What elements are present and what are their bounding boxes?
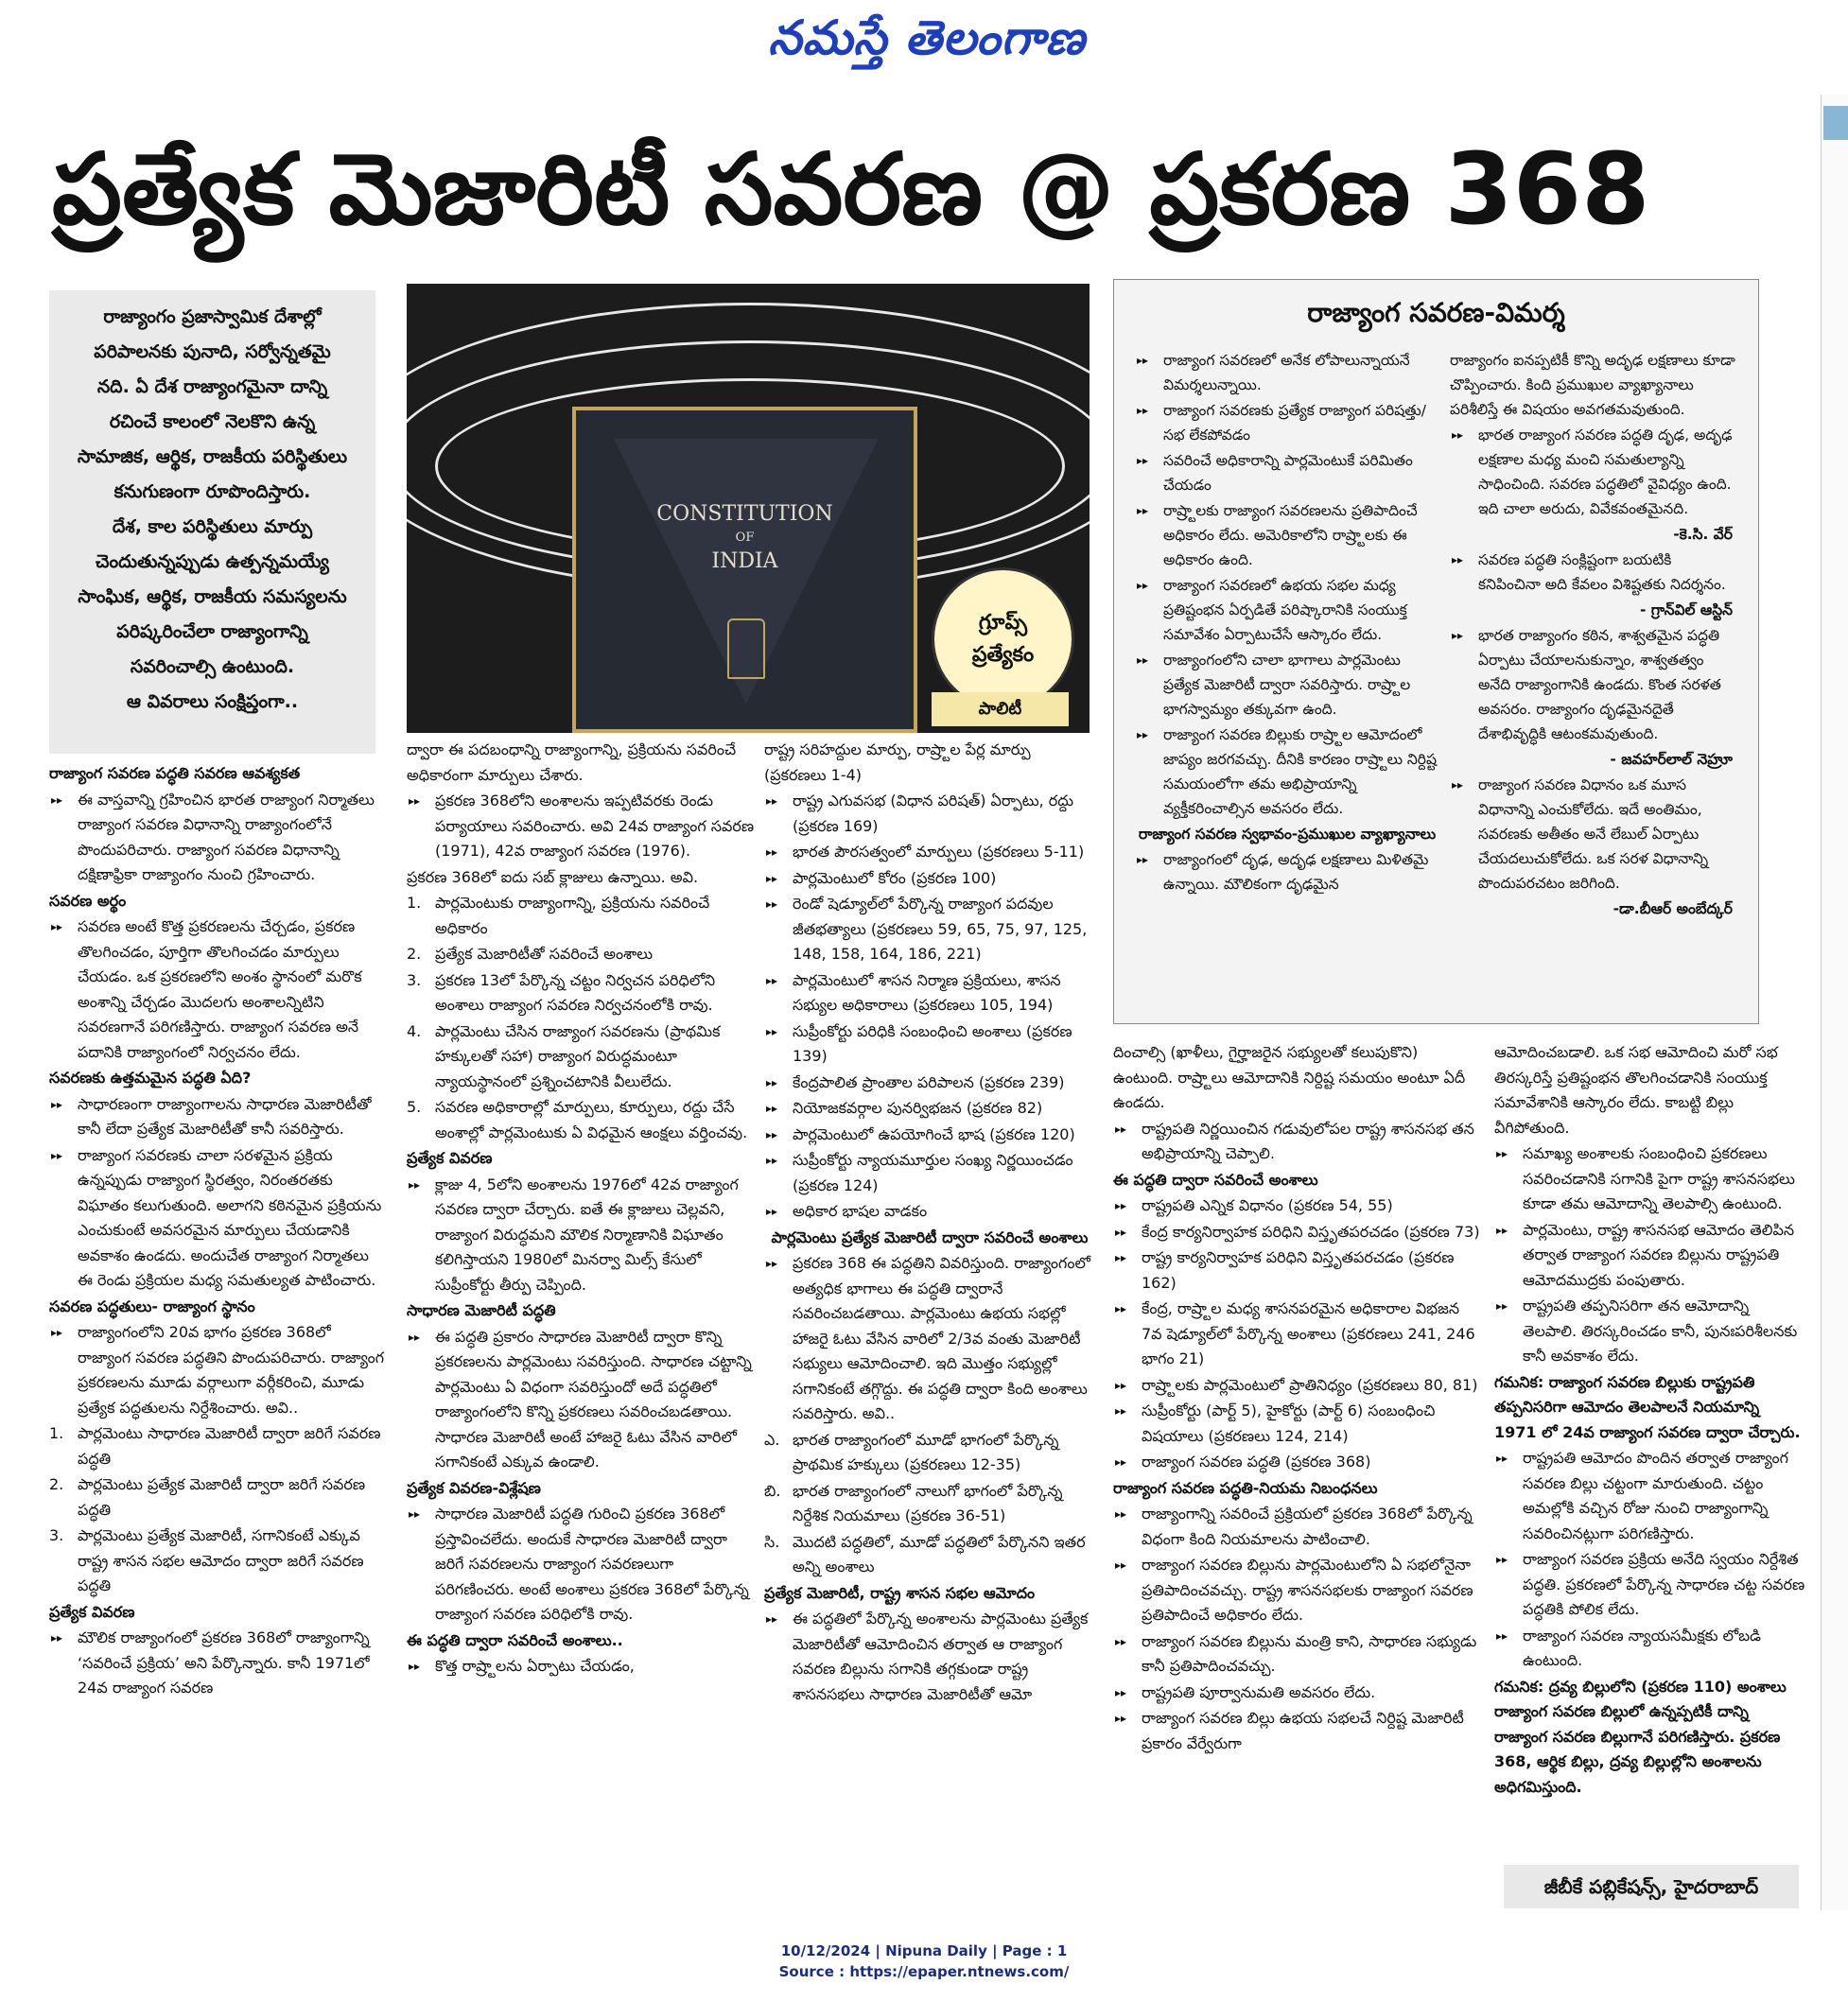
bullet-item: ▸▸ రాజ్యాంగాన్ని సవరించే ప్రక్రియలో ప్రకరణ 368లో పేర్కొన్న విధంగా కింది నియమాలను పాటించాలి.: [1113, 1502, 1482, 1552]
page-footer: [0, 1941, 1848, 1982]
criticism-col-left: [1135, 348, 1439, 897]
subheading: ఈ పద్ధతి ద్వారా సవరించే అంశాలు: [1113, 1170, 1318, 1189]
quote-attribution: - జవహర్‌లాల్ నెహ్రూ: [1610, 751, 1733, 768]
subheading: సవరణకు ఉత్తమమైన పద్ధతి ఏది?: [49, 1069, 252, 1087]
bullet-item: ▸▸ సుప్రీంకోర్టు (పార్ట్ 5), హైకోర్టు (పార్ట్ 6) సంబంధించి విషయాలు (ప్రకరణలు 124, 214): [1113, 1399, 1482, 1449]
bullet-item: ▸▸ మౌలిక రాజ్యాంగంలో ప్రకరణ 368లో రాజ్యాంగాన్ని ‘సవరించే ప్రక్రియ’ అని పేర్కొన్నారు. కానీ 1971లో 24వ రాజ్యాంగ సవరణ: [49, 1626, 385, 1701]
bullet-item: ▸▸ రాజ్యాంగ సవరణ బిల్లు ఉభయ సభలచే నిర్దిష్ట మెజారిటీ ప్రకారం వేర్వేరుగా: [1113, 1706, 1482, 1756]
bullet-item: ▸▸ సవరణ పద్ధతి సంక్లిష్టంగా బయటికి కనిపించినా అది కేవలం విశిష్టతకు నిదర్శనం.: [1450, 548, 1738, 597]
centered-subheading: రాజ్యాంగ సవరణ స్వభావం-ప్రముఖుల వ్యాఖ్యానాలు: [1138, 826, 1437, 843]
item-number: 2.: [49, 1475, 64, 1493]
item-number: 3.: [49, 1526, 64, 1544]
bullet-item: ▸▸ రాజ్యాంగ సవరణలో అనేక లోపాలున్నాయనే విమర్శలున్నాయి.: [1135, 348, 1439, 397]
badge-line: గ్రూప్స్: [978, 610, 1028, 635]
numbered-item: [407, 968, 757, 1018]
bullet-item: ▸▸ రాజ్యాంగ సవరణకు ప్రత్యేక రాజ్యాంగ పరిషత్తు/సభ లేకపోవడం: [1135, 398, 1439, 447]
footer-date-line: 10/12/2024 | Nipuna Daily | Page : 1: [780, 1942, 1068, 1959]
publisher-credit: జీబీకే పబ్లికేషన్స్, హైదరాబాద్: [1504, 1865, 1799, 1908]
intro-line: సవరించాల్సి ఉంటుంది.: [130, 656, 295, 677]
masthead: నమస్తే తెలంగాణ: [768, 9, 1086, 65]
item-text: ప్రకరణ 13లో పేర్కొన్న చట్టం నిర్వచన పరిధిలోని అంశాలు రాజ్యాంగ సవరణ నిర్వచనంలోకి రావు.: [435, 970, 716, 1014]
badge-line: ప్రత్యేకం: [971, 642, 1035, 667]
headline: ప్రత్యేక మెజారిటీ సవరణ @ ప్రకరణ 368: [52, 131, 1650, 247]
bullet-item: ▸▸ ఈ పద్ధతిలో పేర్కొన్న అంశాలను పార్లమెంటు ప్రత్యేక మెజారిటీతో ఆమోదించిన తర్వాత ఆ రాజ్యాంగ సవరణ బిల్లును సగానికి తగ్గకుండా రాష్ట్ర శాసనసభలు సాధారణ మెజారిటీతో ఆమో: [764, 1607, 1095, 1707]
item-text: భారత రాజ్యాంగంలో నాలుగో భాగంలో పేర్కొన్న నిర్దేశిక నియమాలు (ప్రకరణ 36-51): [793, 1481, 1063, 1524]
numbered-item: [49, 1421, 385, 1471]
bullet-item: ▸▸ రాజ్యాంగ సవరణ బిల్లును పార్లమెంటులోని ఏ సభలోనైనా ప్రతిపాదించవచ్చు. రాష్ట్ర శాసనసభలకు రాజ్యాంగ సవరణ ప్రతిపాదించే అధికారం లేదు.: [1113, 1553, 1482, 1628]
bullet-item: ▸▸ రాష్ట్రపతి ఎన్నిక విధానం (ప్రకరణ 54, 55): [1113, 1193, 1482, 1219]
numbered-item: [764, 1428, 1095, 1478]
intro-line: పరిపాలనకు పునాది, సర్వోన్నతమై: [94, 341, 331, 362]
article-column-1: [49, 761, 385, 1702]
bullet-item: ▸▸ నియోజకవర్గాల పునర్విభజన (ప్రకరణ 82): [764, 1096, 1095, 1122]
bullet-item: ▸▸ రాష్ట్ర ఎగువసభ (విధాన పరిషత్) ఏర్పాటు, రద్దు (ప్రకరణ 169): [764, 789, 1095, 839]
intro-line: పరిష్కరించేలా రాజ్యాంగాన్ని: [116, 621, 308, 642]
section-badge-label: పాలిటీ: [932, 692, 1069, 726]
item-text: సవరణ అధికారాల్లో మార్పులు, కూర్పులు, రద్దు చేసే అంశాల్లో పార్లమెంటుకు ఏ విధమైన ఆంక్షలు వర్తించవు.: [435, 1098, 748, 1141]
subheading: ఈ పద్ధతి ద్వారా సవరించే అంశాలు..: [407, 1630, 623, 1649]
bullet-item: ▸▸ రాజ్యాంగ సవరణ న్యాయసమీక్షకు లోబడి ఉంటుంది.: [1494, 1624, 1806, 1674]
bullet-item: ▸▸ ఈ పద్ధతి ప్రకారం సాధారణ మెజారిటీ ద్వారా కొన్ని ప్రకరణలను పార్లమెంటు సవరిస్తుంది. సాధారణ చట్టాన్ని పార్లమెంటు ఏ విధంగా సవరిస్తుందో అదే పద్ధతిలో రాజ్యాంగంలోని కొన్ని ప్రకరణలు సవరించబడతాయి. సాధారణ మెజారిటీ అంటే హాజరై ఓటు వేసిన వారిలో సగానికంటే ఎక్కువ ఉండాలి.: [407, 1325, 757, 1475]
numbered-item: [407, 891, 757, 941]
bullet-item: ▸▸ సమాఖ్య అంశాలకు సంబంధించి ప్రకరణలు సవరించడానికి సగానికి పైగా రాష్ట్ర శాసనసభలు కూడా తమ ఆమోదాన్ని తెలపాల్సి ఉంటుంది.: [1494, 1141, 1806, 1217]
bullet-item: ▸▸ కేంద్ర, రాష్ర్టాల మధ్య శాసనపరమైన అధికారాల విభజన 7వ షెడ్యూల్‌లో పేర్కొన్న అంశాలు (ప్రకరణలు 241, 246 భాగం 21): [1113, 1297, 1482, 1372]
item-number: 2.: [407, 945, 422, 963]
numbered-item: [764, 1530, 1095, 1580]
criticism-box-title: రాజ్యాంగ సవరణ-విమర్శ: [1307, 297, 1565, 328]
intro-line: దేశ, కాల పరిస్థితులు మార్పు: [112, 516, 313, 537]
criticism-col-right: [1450, 348, 1738, 922]
cover-title-line: CONSTITUTION: [656, 502, 833, 526]
intro-box: [49, 290, 375, 754]
bullet-item: ▸▸ ప్రకరణ 368లోని అంశాలను ఇప్పటివరకు రెండు పర్యాయాలు సవరించారు. అవి 24వ రాజ్యాంగ సవరణ (1971), 42వ రాజ్యాంగ సవరణ (1976).: [407, 789, 757, 864]
intro-line: రచించే కాలంలో నెలకొని ఉన్న: [109, 411, 316, 432]
quote-attribution: -కె.సి. వేర్: [1673, 526, 1733, 543]
subheading: సాధారణ మెజారిటీ పద్ధతి: [407, 1301, 556, 1319]
subheading: రాజ్యాంగ సవరణ పద్ధతి-నియమ నిబంధనలు: [1113, 1478, 1378, 1497]
bullet-item: ▸▸ రాజ్యాంగ సవరణ విధానం ఒక మూస విధానాన్ని ఎంచుకోలేదు. ఇదే అంతిమం, సవరణకు అతీతం అనే లేబుల్ ఏర్పాటు చేయదలుచుకోలేదు. ఒక సరళ విధానాన్ని పొందుపరచటం జరిగింది.: [1450, 773, 1738, 896]
bullet-item: ▸▸ సుప్రీంకోర్టు పరిధికి సంబంధించి అంశాలు (ప్రకరణ 139): [764, 1019, 1095, 1070]
note-paragraph: గమనిక: రాజ్యాంగ సవరణ బిల్లుకు రాష్ట్రపతి తప్పనిసరిగా ఆమోదం తెలపాలనే నియమాన్ని 1971 లో 24వ రాజ్యాంగ సవరణ ద్వారా చేర్చారు.: [1494, 1372, 1801, 1441]
bullet-item: ▸▸ ఈ వాస్తవాన్ని గ్రహించిన భారత రాజ్యాంగ నిర్మాతలు రాజ్యాంగ సవరణ విధానాన్ని రాజ్యాంగంలోనే పొందుపరిచారు. రాజ్యాంగ సవరణ విధానాన్ని దక్షిణాఫ్రికా రాజ్యాంగం నుంచి గ్రహించారు.: [49, 788, 385, 888]
bullet-item: ▸▸ రాజ్యాంగంలోని 20వ భాగం ప్రకరణ 368లో రాజ్యాంగ సవరణ పద్ధతిని పొందుపరిచారు. రాజ్యాంగ ప్రకరణలను మూడు వర్గాలుగా వర్గీకరించి, మూడు ప్రత్యేక పద్ధతులను నిర్దేశించారు. అవి..: [49, 1320, 385, 1420]
numbered-item: [407, 1019, 757, 1095]
cover-title-line: INDIA: [711, 549, 778, 573]
paragraph: ద్వారా ఈ పదబంధాన్ని రాజ్యాంగాన్ని, ప్రక్రియను సవరించే అధికారంగా మార్పులు చేశారు.: [407, 740, 737, 784]
bullet-item: ▸▸ పార్లమెంటు, రాష్ట్ర శాసనసభ ఆమోదం తెలిపిన తర్వాత రాజ్యాంగ సవరణ బిల్లును రాష్ట్రపతి ఆమోదముద్రకు పంపుతారు.: [1494, 1218, 1806, 1294]
bullet-item: ▸▸ కేంద్రపాలిత ప్రాంతాల పరిపాలన (ప్రకరణ 239): [764, 1071, 1095, 1096]
subheading: సవరణ అర్థం: [49, 891, 127, 910]
bullet-item: ▸▸ రాజ్యాంగ సవరణ ప్రక్రియ అనేది స్వయం నిర్దేశిత పద్ధతి. ప్రకరణలో పేర్కొన్న సాధారణ చట్ట సవరణ పద్ధతికి పోలిక లేదు.: [1494, 1547, 1806, 1623]
bullet-item: ▸▸ అధికార భాషల వాడకం: [764, 1199, 1095, 1225]
item-text: పార్లమెంటు ప్రత్యేక మెజారిటీ ద్వారా జరిగే సవరణ పద్ధతి: [78, 1475, 366, 1519]
intro-line: సాంఘిక, ఆర్థిక, రాజకీయ సమస్యలను: [78, 586, 347, 607]
item-number: 4.: [407, 1021, 422, 1040]
subheading: ప్రత్యేక వివరణ-విశ్లేషణ: [407, 1478, 541, 1497]
item-text: భారత రాజ్యాంగంలో మూడో భాగంలో పేర్కొన్న ప్రాథమిక హక్కులు (ప్రకరణలు 12-35): [793, 1430, 1059, 1473]
bullet-item: ▸▸ సుప్రీంకోర్టు న్యాయమూర్తుల సంఖ్య నిర్ణయించడం (ప్రకరణ 124): [764, 1148, 1095, 1198]
adjacent-page-strip: [1821, 95, 1848, 1910]
item-text: ప్రత్యేక మెజారిటీతో సవరించే అంశాలు: [435, 945, 654, 963]
quote-attribution: - గ్రాన్‌విల్ ఆస్టిన్: [1640, 601, 1733, 618]
item-text: పార్లమెంటు చేసిన రాజ్యాంగ సవరణను (ప్రాథమిక హక్కులతో సహా) రాజ్యాంగ విరుద్ధమంటూ న్యాయస్థానంలో ప్రశ్నించటానికి వీలులేదు.: [435, 1021, 721, 1090]
paragraph: రాజ్యాంగం ఐనప్పటికీ కొన్ని అదృఢ లక్షణాలు కూడా చొప్పించారు. కింది ప్రముఖుల వ్యాఖ్యానాలు పరిశీలిస్తే ఈ విషయం అవగతమవుతుంది.: [1450, 352, 1735, 418]
intro-line: కనుగుణంగా రూపొందిస్తారు.: [113, 481, 311, 502]
bullet-item: ▸▸ రాజ్యాంగంలో దృఢ, అదృఢ లక్షణాలు మిళితమై ఉన్నాయి. మౌలికంగా దృఢమైన: [1135, 847, 1439, 897]
bullet-item: ▸▸ రెండో షెడ్యూల్‌లో పేర్కొన్న రాజ్యాంగ పదవుల జీతభత్యాలు (ప్రకరణలు 59, 65, 75, 97, 125, 148, 158, 164, 186, 221): [764, 892, 1095, 967]
article-column-3: [764, 738, 1095, 1708]
item-number: 3.: [407, 970, 422, 989]
section-badge: [932, 567, 1074, 710]
bullet-item: ▸▸ రాజ్యాంగంలోని చాలా భాగాలు పార్లమెంటు ప్రత్యేక మెజారిటీ ద్వారా సవరిస్తారు. రాష్ర్టాల భాగస్వామ్యం తక్కువగా ఉంది.: [1135, 648, 1439, 722]
numbered-item: [764, 1479, 1095, 1529]
item-number: బి.: [764, 1481, 781, 1500]
bullet-item: ▸▸ పార్లమెంటులో కోరం (ప్రకరణ 100): [764, 866, 1095, 892]
item-number: ఎ.: [764, 1430, 780, 1449]
bullet-item: ▸▸ భారత పౌరసత్వంలో మార్పులు (ప్రకరణలు 5-11): [764, 840, 1095, 865]
note-paragraph: గమనిక: ద్రవ్య బిల్లులోని (ప్రకరణ 110) అంశాలు రాజ్యాంగ సవరణ బిల్లులో ఉన్నప్పటికీ దాన్ని రాజ్యాంగ సవరణ బిల్లుగానే పరిగణిస్తారు. ప్రకరణ 368, ఆర్థిక బిల్లు, ద్రవ్య బిల్లుల్లోని అంశాలను అధిగమిస్తుంది.: [1494, 1677, 1787, 1796]
item-number: సి.: [764, 1532, 780, 1551]
bullet-item: ▸▸ పార్లమెంటులో ఉపయోగించే భాష (ప్రకరణ 120): [764, 1123, 1095, 1148]
bullet-item: ▸▸ సాధారణ మెజారిటీ పద్ధతి గురించి ప్రకరణ 368లో ప్రస్తావించలేదు. అందుకే సాధారణ మెజారిటీ ద్వారా జరిగే సవరణలను రాజ్యాంగ సవరణలుగా పరిగణించరు. అంటే అంశాలు ప్రకరణ 368లో పేర్కొన్న రాజ్యాంగ సవరణ పరిధిలోకి రావు.: [407, 1502, 757, 1628]
numbered-item: [407, 942, 757, 967]
item-number: 1.: [49, 1424, 64, 1442]
bullet-item: ▸▸ కేంద్ర కార్యనిర్వాహక పరిధిని విస్తృతపరచడం (ప్రకరణ 73): [1113, 1220, 1482, 1245]
subheading: సవరణ పద్ధతులు- రాజ్యాంగ స్థానం: [49, 1297, 255, 1315]
bullet-item: ▸▸ రాష్ర్టాలకు పార్లమెంటులో ప్రాతినిధ్యం (ప్రకరణలు 80, 81): [1113, 1373, 1482, 1399]
bullet-item: ▸▸ సవరణ అంటే కొత్త ప్రకరణలను చేర్చడం, ప్రకరణ తొలగించడం, పూర్తిగా తొలగించడం మార్పులు చేయడం. ఒక ప్రకరణలోని అంశం స్థానంలో మరొక అంశాన్ని చేర్చడం మొదలగు అంశాలన్నిటిని సవరణగానే పరిగణిస్తారు. రాజ్యాంగ సవరణ అనే పదానికి రాజ్యాంగంలో నిర్వచనం లేదు.: [49, 914, 385, 1065]
numbered-item: [407, 1095, 757, 1145]
cover-title-line: OF: [735, 531, 755, 545]
footer-source-line: Source : https://epaper.ntnews.com/: [778, 1963, 1070, 1980]
paragraph: రాష్ట్ర సరిహద్దుల మార్పు, రాష్ర్టాల పేర్ల మార్పు (ప్రకరణలు 1-4): [764, 740, 1031, 784]
item-text: పార్లమెంటు సాధారణ మెజారిటీ ద్వారా జరిగే సవరణ పద్ధతి: [78, 1424, 381, 1468]
article-column-4: [1113, 1040, 1482, 1757]
bullet-item: ▸▸ రాష్ట్రపతి తప్పనిసరిగా తన ఆమోదాన్ని తెలపాలి. తిరస్కరించడం కానీ, పునఃపరిశీలనకు కానీ అవకాశం లేదు.: [1494, 1294, 1806, 1369]
item-text: పార్లమెంటు ప్రత్యేక మెజారిటీ, సగానికంటే ఎక్కువ రాష్ట్ర శాసన సభల ఆమోదం ద్వారా జరిగే సవరణ పద్ధతి: [78, 1526, 364, 1594]
bullet-item: ▸▸ భారత రాజ్యాంగం కఠిన, శాశ్వతమైన పద్ధతి ఏర్పాటు చేయాలనుకున్నాం, శాశ్వతత్వం అనేది రాజ్యాంగానికి ఉండదు. కొంత సరళత అవసరం. రాజ్యాంగం దృఢమైనదైతే దేశాభివృద్ధికి ఆటంకమవుతుంది.: [1450, 623, 1738, 746]
bullet-item: ▸▸ క్లాజు 4, 5లోని అంశాలను 1976లో 42వ రాజ్యాంగ సవరణ ద్వారా చేర్చారు. ఐతే ఈ క్లాజులు చెల్లవని, రాజ్యాంగ విరుద్ధమని మౌలిక నిర్మాణానికి విఘాతం కలిగిస్తాయని 1980లో మినర్వా మిల్స్ కేసులో సుప్రీంకోర్టు తీర్పు చెప్పింది.: [407, 1173, 757, 1298]
criticism-box: [1113, 279, 1759, 1024]
bullet-item: ▸▸ ప్రకరణ 368 ఈ పద్ధతిని వివరిస్తుంది. రాజ్యాంగంలో అత్యధిక భాగాలు ఈ పద్ధతి ద్వారానే సవరించబడతాయి. పార్లమెంటు ఉభయ సభల్లో హాజరై ఓటు వేసిన వారిలో 2/3వ వంతు మెజారిటీ సభ్యులు ఆమోదించాలి. ఇది మొత్తం సభ్యుల్లో సగానికంటే తగ్గొద్దు. ఈ పద్ధతి ద్వారా కింది అంశాలు సవరిస్తారు. అవి..: [764, 1251, 1095, 1427]
intro-line: నది. ఏ దేశ రాజ్యాంగమైనా దాన్ని: [96, 376, 328, 397]
item-number: 5.: [407, 1098, 422, 1116]
subheading: ప్రత్యేక వివరణ: [49, 1602, 135, 1621]
constitution-book-image: [572, 407, 917, 733]
subheading: ప్రత్యేక వివరణ: [407, 1149, 493, 1167]
bullet-item: ▸▸ రాజ్యాంగ సవరణకు చాలా సరళమైన ప్రక్రియ ఉన్నప్పుడు రాజ్యాంగ స్థిరత్వం, నిరంతరతకు విఘాతం కలుగుతుంది. అలాగని కఠినమైన ప్రక్రియను ఎంచుకుంటే అవసరమైన మార్పులు చేయడానికి అవకాశం ఉండదు. అందుచేత రాజ్యాంగ నిర్మాతలు ఈ రెండు ప్రక్రియల మధ్య సమతుల్యత పాటించారు.: [49, 1143, 385, 1294]
bullet-item: ▸▸ భారత రాజ్యాంగ సవరణ పద్ధతి దృఢ, అదృఢ లక్షణాల మధ్య మంచి సమతుల్యాన్ని సాధించింది. సవరణ పద్ధతిలో వైవిధ్యం ఉంది. ఇది చాలా అరుదు, వివేకవంతమైనది.: [1450, 423, 1738, 521]
bullet-item: ▸▸ రాజ్యాంగ సవరణ బిల్లుకు రాష్ర్టాల ఆమోదంలో జాప్యం జరగవచ్చు. దీనికి కారణం రాష్ర్టాలు నిర్దిష్ట సమయంలోగా తమ అభిప్రాయాన్ని వ్యక్తీకరించాల్సిన అవసరం లేదు.: [1135, 722, 1439, 821]
bullet-item: ▸▸ రాష్ట్రపతి ఆమోదం పొందిన తర్వాత రాజ్యాంగ సవరణ బిల్లు చట్టంగా మారుతుంది. చట్టం అమల్లోకి వచ్చిన రోజు నుంచి రాజ్యాంగాన్ని సవరించినట్లుగా పరిగణిస్తారు.: [1494, 1446, 1806, 1546]
bullet-item: ▸▸ సవరించే అధికారాన్ని పార్లమెంటుకే పరిమితం చేయడం: [1135, 448, 1439, 497]
emblem-icon: [727, 618, 765, 679]
bullet-item: ▸▸ రాజ్యాంగ సవరణ బిల్లును మంత్రి కాని, సాధారణ సభ్యుడు కానీ ప్రతిపాదించవచ్చు.: [1113, 1629, 1482, 1680]
quote-attribution: -డా.బీఆర్ అంబేద్కర్: [1613, 900, 1733, 917]
bullet-item: ▸▸ రాష్ట్రపతి నిర్ణయించిన గడువులోపల రాష్ట్ర శాసనసభ తన అభిప్రాయాన్ని చెప్పాలి.: [1113, 1117, 1482, 1167]
numbered-item: [49, 1523, 385, 1599]
item-text: పార్లమెంటుకు రాజ్యాంగాన్ని, ప్రక్రియను సవరించే అధికారం: [435, 894, 710, 937]
paragraph: ఆమోదించబడాలి. ఒక సభ ఆమోదించి మరో సభ తిరస్కరిస్తే ప్రతిష్టంభన తొలగించడానికి సంయుక్త సమావేశానికి ఆస్కారం లేదు. కాబట్టి బిల్లు వీగిపోతుంది.: [1494, 1043, 1778, 1137]
bullet-item: ▸▸ పార్లమెంటులో శాసన నిర్మాణ ప్రక్రియలు, శాసన సభ్యుల అధికారాలు (ప్రకరణలు 105, 194): [764, 968, 1095, 1018]
item-text: మొదటి పద్ధతిలో, మూడో పద్ధతిలో పేర్కొనని ఇతర అన్ని అంశాలు: [793, 1532, 1086, 1575]
bullet-item: ▸▸ రాజ్యాంగ సవరణలో ఉభయ సభల మధ్య ప్రతిష్టంభన ఏర్పడితే పరిష్కారానికి సంయుక్త సమావేశం ఏర్పాటుచేసే ఆస్కారం లేదు.: [1135, 573, 1439, 647]
bullet-item: ▸▸ రాష్ట్ర కార్యనిర్వాహక పరిధిని విస్తృతపరచడం (ప్రకరణ 162): [1113, 1245, 1482, 1296]
intro-line: రాజ్యాంగం ప్రజాస్వామిక దేశాల్లో: [103, 306, 322, 327]
bullet-item: ▸▸ కొత్త రాష్ర్టాలను ఏర్పాటు చేయడం,: [407, 1654, 757, 1680]
bullet-item: ▸▸ సాధారణంగా రాజ్యాంగాలను సాధారణ మెజారిటీతో కానీ లేదా ప్రత్యేక మెజారిటీతో కానీ సవరిస్తారు.: [49, 1092, 385, 1142]
paragraph: దించాల్సి (ఖాళీలు, గైర్హాజరైన సభ్యులతో కలుపుకొని) ఉంటుంది. రాష్ర్టాలు ఆమోదానికి నిర్దిష్ట సమయం అంటూ ఏదీ ఉండదు.: [1113, 1043, 1466, 1111]
bullet-item: ▸▸ రాష్ర్టాలకు రాజ్యాంగ సవరణలను ప్రతిపాదించే అధికారం లేదు. అమెరికాలోని రాష్ర్టాలకు ఈ అధికారం ఉంది.: [1135, 498, 1439, 572]
paragraph: ప్రకరణ 368లో ఐదు సబ్ క్లాజులు ఉన్నాయి. అవి.: [407, 867, 699, 886]
article-column-5: [1494, 1040, 1806, 1801]
bullet-item: ▸▸ రాజ్యాంగ సవరణ పద్ధతి (ప్రకరణ 368): [1113, 1450, 1482, 1475]
intro-line: చెందుతున్నప్పుడు ఉత్పన్నమయ్యే: [96, 551, 329, 572]
intro-line: సామాజిక, ఆర్థిక, రాజకీయ పరిస్థితులు: [77, 446, 348, 467]
numbered-item: [49, 1472, 385, 1523]
subheading: రాజ్యాంగ సవరణ పద్ధతి సవరణ ఆవశ్యకత: [49, 764, 301, 782]
adjacent-page-thumbnail: [1823, 106, 1848, 140]
bullet-item: ▸▸ రాష్ట్రపతి పూర్వానుమతి అవసరం లేదు.: [1113, 1680, 1482, 1706]
constitution-photo: [407, 284, 1090, 733]
intro-line: ఆ వివరాలు సంక్షిప్తంగా..: [126, 691, 299, 712]
centered-subheading: పార్లమెంటు ప్రత్యేక మెజారిటీ ద్వారా సవరించే అంశాలు: [771, 1227, 1089, 1246]
item-number: 1.: [407, 894, 422, 912]
article-column-2: [407, 738, 757, 1680]
subheading: ప్రత్యేక మెజారిటీ, రాష్ట్ర శాసన సభల ఆమోదం: [764, 1583, 1036, 1602]
